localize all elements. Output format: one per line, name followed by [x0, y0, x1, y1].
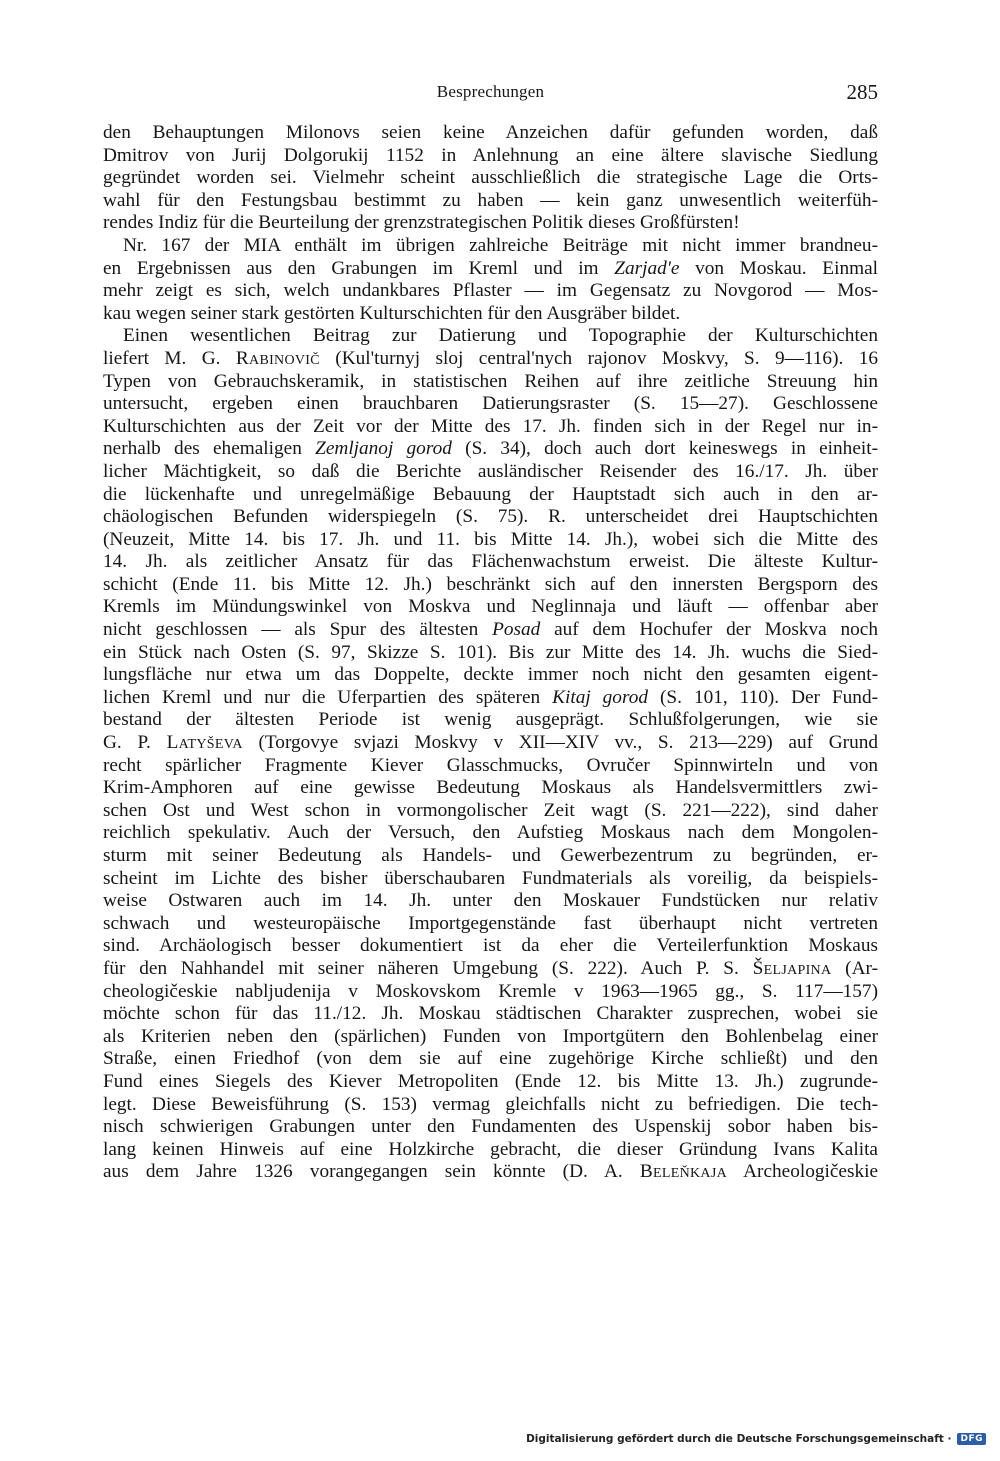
- text-line: nisch schwierigen Grabungen unter den Fundamenten des Uspenskij sobor haben bis-: [103, 1116, 878, 1138]
- text-line: liefert M. G. Rabinovič (Kul'turnyj sloj central'nych rajonov Moskvy, S. 9—116). 16: [103, 347, 878, 369]
- text-line: bestand der ältesten Periode ist wenig ausgeprägt. Schlußfolgerungen, wie sie: [103, 709, 878, 731]
- text-line: lichen Kreml und nur die Uferpartien des späteren Kitaj gorod (S. 101, 110). Der Fund-: [103, 686, 879, 708]
- text-line: scheint im Lichte des bisher überschaubaren Fundmaterials als voreilig, da beispiels-: [103, 867, 878, 889]
- text-line: Nr. 167 der MIA enthält im übrigen zahlreiche Beiträge mit nicht immer brandneu-: [123, 234, 878, 256]
- text-line: ein Stück nach Osten (S. 97, Skizze S. 101). Bis zur Mitte des 14. Jh. wuchs die Sied-: [103, 641, 878, 663]
- dfg-logo: DFG: [957, 1433, 986, 1445]
- text-line: 14. Jh. als zeitlicher Ansatz für das Flächenwachstum erweist. Die älteste Kultur-: [103, 551, 878, 573]
- footer-credit: [526, 1433, 986, 1445]
- footer-credit-text: Digitalisierung gefördert durch die Deutsche Forschungsgemeinschaft ·: [526, 1433, 952, 1445]
- text-line: wahl für den Festungsbau bestimmt zu haben — kein ganz unwesentlich weiterfüh-: [103, 189, 878, 211]
- text-line: chäologischen Befunden widerspiegeln (S. 75). R. unterscheidet drei Hauptschichten: [103, 506, 878, 528]
- text-line: als Kriterien neben den (spärlichen) Funden von Importgütern den Bohlenbelag einer: [103, 1025, 878, 1047]
- text-line: (Neuzeit, Mitte 14. bis 17. Jh. und 11. bis Mitte 14. Jh.), wobei sich die Mitte des: [103, 528, 878, 550]
- text-line: schen Ost und West schon in vormongolischer Zeit wagt (S. 221—222), sind daher: [103, 799, 878, 821]
- text-line: sturm mit seiner Bedeutung als Handels- und Gewerbezentrum zu begründen, er-: [103, 845, 878, 866]
- text-line: cheologičeskie nabljudenija v Moskovskom Kremle v 1963—1965 gg., S. 117—157): [103, 980, 878, 1002]
- text-line: Dmitrov von Jurij Dolgorukij 1152 in Anlehnung an eine ältere slavische Siedlung: [103, 144, 878, 166]
- text-line: Straße, einen Friedhof (von dem sie auf eine zugehörige Kirche schließt) und den: [103, 1048, 878, 1070]
- text-line: licher Mächtigkeit, so daß die Berichte ausländischer Reisender des 16./17. Jh. über: [103, 460, 878, 482]
- text-line: Fund eines Siegels des Kiever Metropoliten (Ende 12. bis Mitte 13. Jh.) zugrunde-: [103, 1070, 878, 1092]
- text-line: Krim-Amphoren auf eine gewisse Bedeutung Moskaus als Handelsvermittlers zwi-: [103, 777, 878, 799]
- text-line: nicht geschlossen — als Spur des ältesten Posad auf dem Hochufer der Moskva noch: [103, 619, 878, 641]
- text-line: Kulturschichten aus der Zeit vor der Mitte des 17. Jh. finden sich in der Regel nur in-: [103, 415, 878, 437]
- text-line: die lückenhafte und unregelmäßige Bebauung der Hauptstadt sich auch in den ar-: [103, 483, 878, 505]
- text-line: nerhalb des ehemaligen Zemljanoj gorod (S. 34), doch auch dort keineswegs in einheit-: [103, 438, 879, 460]
- text-line: mehr zeigt es sich, welch undankbares Pflaster — im Gegensatz zu Novgorod — Mos-: [103, 280, 878, 302]
- text-line: schicht (Ende 11. bis Mitte 12. Jh.) beschränkt sich auf den innersten Bergsporn des: [103, 573, 878, 595]
- text-line: legt. Diese Beweisführung (S. 153) vermag gleichfalls nicht zu befriedigen. Die tech-: [103, 1093, 878, 1115]
- text-line: möchte schon für das 11./12. Jh. Moskau städtischen Charakter zusprechen, wobei sie: [103, 1003, 878, 1025]
- text-line: weise Ostwaren auch im 14. Jh. unter den Moskauer Fundstücken nur relativ: [103, 890, 878, 912]
- text-line: Kremls im Mündungswinkel von Moskva und Neglinnaja und läuft — offenbar aber: [103, 596, 878, 618]
- text-line: den Behauptungen Milonovs seien keine Anzeichen dafür gefunden worden, daß: [103, 122, 878, 143]
- text-line: untersucht, ergeben einen brauchbaren Datierungsraster (S. 15—27). Geschlossene: [103, 393, 878, 415]
- text-line: lungsfläche nur etwa um das Doppelte, deckte immer noch nicht den gesamten eigent-: [103, 664, 878, 686]
- page-header: [103, 82, 878, 112]
- text-line: für den Nahhandel mit seiner näheren Umgebung (S. 222). Auch P. S. Šeljapina (Ar-: [103, 957, 878, 979]
- text-line: en Ergebnissen aus den Grabungen im Kreml und im Zarjad'e von Moskau. Einmal: [103, 257, 878, 279]
- text-line: Typen von Gebrauchskeramik, in statistischen Reihen auf ihre zeitliche Streuung hin: [103, 370, 878, 392]
- text-line: aus dem Jahre 1326 vorangegangen sein könnte (D. A. Beleňkaja Archeologičeskie: [103, 1161, 879, 1183]
- text-line: kau wegen seiner stark gestörten Kulturschichten für den Ausgräber bildet.: [103, 302, 681, 324]
- text-line: sind. Archäologisch besser dokumentiert ist da eher die Verteilerfunktion Moskaus: [103, 935, 878, 957]
- text-line: rendes Indiz für die Beurteilung der grenzstrategischen Politik dieses Großfürsten!: [103, 212, 740, 234]
- page-number: 285: [846, 80, 878, 104]
- text-line: Einen wesentlichen Beitrag zur Datierung und Topographie der Kulturschichten: [123, 325, 878, 347]
- text-line: schwach und westeuropäische Importgegenstände fast überhaupt nicht vertreten: [103, 912, 878, 934]
- text-line: G. P. Latyševa (Torgovye svjazi Moskvy v XII—XIV vv., S. 213—229) auf Grund: [103, 732, 878, 754]
- body-text: [103, 122, 878, 1184]
- text-line: lang keinen Hinweis auf eine Holzkirche gebracht, die dieser Gründung Ivans Kalita: [103, 1138, 878, 1160]
- text-line: recht spärlicher Fragmente Kiever Glasschmucks, Ovručer Spinnwirteln und von: [103, 754, 878, 776]
- text-line: reichlich spekulativ. Auch der Versuch, den Aufstieg Moskaus nach dem Mongolen-: [103, 822, 878, 844]
- running-title: Besprechungen: [436, 82, 545, 101]
- text-line: gegründet worden sei. Vielmehr scheint ausschließlich die strategische Lage die Orts-: [103, 167, 878, 189]
